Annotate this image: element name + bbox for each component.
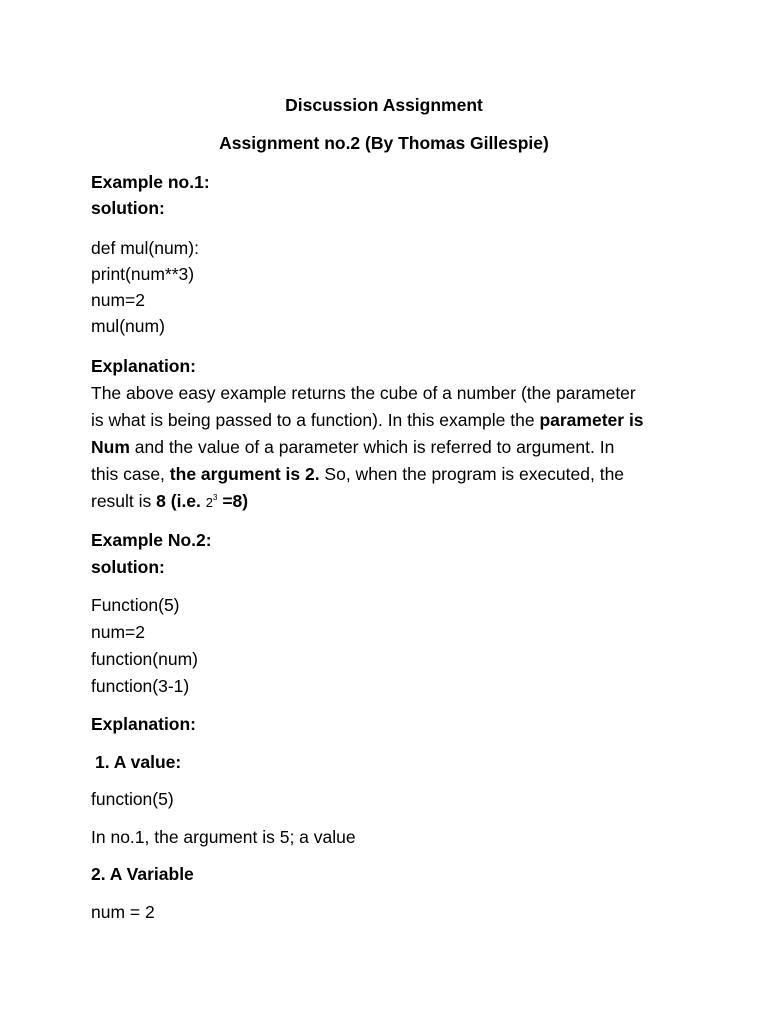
explanation-text: and the value of a parameter which is referred to argument. In xyxy=(129,437,615,457)
explanation-line xyxy=(91,434,614,461)
example1-code-line: mul(num) xyxy=(91,316,165,336)
explanation-bold-text: 8 (i.e. xyxy=(156,491,206,511)
explanation-text: result is xyxy=(91,491,157,511)
example1-code-line: print(num**3) xyxy=(91,264,195,284)
explanation-line xyxy=(91,488,248,516)
example2-heading: Example No.2: xyxy=(91,530,212,550)
example1-code-line: num=2 xyxy=(91,290,145,310)
explanation-line xyxy=(91,461,624,488)
explanation-bold-text: Num xyxy=(91,437,130,457)
exponent-superscript: 3 xyxy=(213,493,218,503)
item1-heading: 1. A value: xyxy=(95,752,182,772)
example1-code-line: def mul(num): xyxy=(91,238,199,258)
explanation-text: is what is being passed to a function). In this example the xyxy=(91,410,540,430)
explanation-text: So, when the program is executed, the xyxy=(319,464,625,484)
example1-explanation-heading: Explanation: xyxy=(91,356,197,376)
explanation-bold-text: the argument is 2. xyxy=(169,464,320,484)
example2-code-line: Function(5) xyxy=(91,595,180,615)
example2-code-line: function(num) xyxy=(91,649,198,669)
explanation-text: The above easy example returns the cube of a number (the parameter xyxy=(91,383,636,403)
item1-text: In no.1, the argument is 5; a value xyxy=(91,827,356,847)
explanation-line xyxy=(91,380,636,407)
explanation-text: this case, xyxy=(91,464,170,484)
exponent-base: 2 xyxy=(205,495,213,510)
document-subtitle: Assignment no.2 (By Thomas Gillespie) xyxy=(219,133,549,153)
explanation-bold-text: parameter is xyxy=(539,410,644,430)
item2-heading: 2. A Variable xyxy=(91,864,194,884)
example1-solution-label: solution: xyxy=(91,198,165,218)
explanation-bold-text: =8) xyxy=(217,491,249,511)
example2-code-line: num=2 xyxy=(91,622,145,642)
example2-solution-label: solution: xyxy=(91,557,165,577)
example2-explanation-heading: Explanation: xyxy=(91,714,197,734)
example2-code-line: function(3-1) xyxy=(91,676,190,696)
example1-heading: Example no.1: xyxy=(91,172,210,192)
explanation-line xyxy=(91,407,644,434)
item1-code: function(5) xyxy=(91,789,174,809)
item2-code: num = 2 xyxy=(91,902,155,922)
document-title: Discussion Assignment xyxy=(285,95,483,115)
